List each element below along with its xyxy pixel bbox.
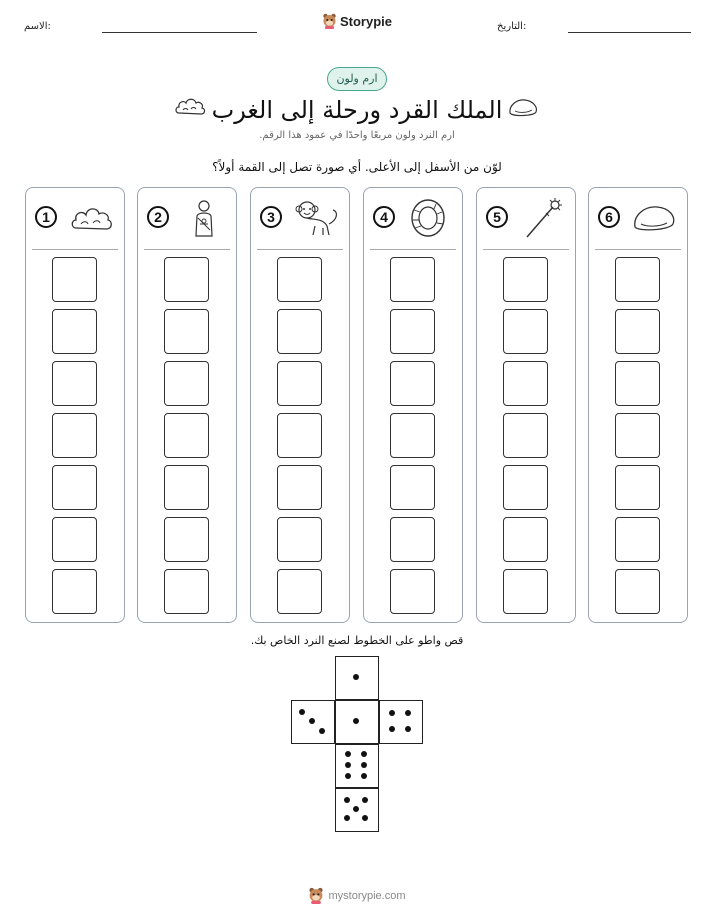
column-cell[interactable]: [615, 465, 660, 510]
column-cell[interactable]: [277, 361, 322, 406]
column-cell[interactable]: [52, 257, 97, 302]
storypie-mascot-icon: [322, 13, 337, 29]
column-5[interactable]: [476, 187, 576, 623]
page-subtitle: ارم النرد ولون مربعًا واحدًا في عمود هذا الرقم.: [259, 130, 455, 141]
column-1[interactable]: [25, 187, 125, 623]
column-cell[interactable]: [164, 361, 209, 406]
die-pip: [345, 751, 351, 757]
die-face-6: [335, 744, 379, 788]
column-number: 5: [486, 206, 508, 228]
die-pip: [344, 797, 350, 803]
die-face-1: [335, 656, 379, 700]
column-cell[interactable]: [503, 569, 548, 614]
column-cell[interactable]: [52, 413, 97, 458]
die-pip: [344, 815, 350, 821]
column-number: 4: [373, 206, 395, 228]
cloud-icon: [68, 198, 116, 238]
footer: [0, 887, 714, 908]
column-divider: [483, 249, 569, 250]
die-pip: [389, 726, 395, 732]
die-pip: [309, 718, 315, 724]
die-pip: [345, 773, 351, 779]
column-cell[interactable]: [615, 361, 660, 406]
column-cell[interactable]: [164, 517, 209, 562]
column-2[interactable]: [137, 187, 237, 623]
die-pip: [345, 762, 351, 768]
column-divider: [370, 249, 456, 250]
column-cell[interactable]: [390, 569, 435, 614]
column-cell[interactable]: [390, 309, 435, 354]
die-face-4: [379, 700, 423, 744]
column-cell[interactable]: [390, 361, 435, 406]
column-cell[interactable]: [164, 309, 209, 354]
die-pip: [389, 710, 395, 716]
column-4[interactable]: [363, 187, 463, 623]
column-number: 3: [260, 206, 282, 228]
column-cell[interactable]: [503, 257, 548, 302]
date-label: التاريخ:: [497, 21, 527, 32]
column-cell[interactable]: [503, 361, 548, 406]
column-cell[interactable]: [277, 413, 322, 458]
column-cell[interactable]: [615, 413, 660, 458]
staff-icon: [519, 198, 567, 238]
monk-icon: [180, 198, 228, 238]
column-cell[interactable]: [615, 257, 660, 302]
column-cell[interactable]: [277, 517, 322, 562]
column-cell[interactable]: [52, 517, 97, 562]
column-cell[interactable]: [277, 465, 322, 510]
die-net: [291, 656, 425, 836]
column-cell[interactable]: [52, 309, 97, 354]
column-cell[interactable]: [390, 257, 435, 302]
footer-url[interactable]: mystorypie.com: [328, 889, 406, 902]
die-face-3: [291, 700, 335, 744]
column-cell[interactable]: [615, 309, 660, 354]
column-cell[interactable]: [277, 569, 322, 614]
storypie-mascot-icon: [308, 887, 324, 904]
column-cell[interactable]: [390, 465, 435, 510]
die-pip: [362, 815, 368, 821]
die-pip: [353, 718, 359, 724]
ring-icon: [406, 198, 454, 238]
stone-icon: [631, 198, 679, 238]
column-cell[interactable]: [52, 465, 97, 510]
brand-name: Storypie: [339, 13, 392, 29]
brand-logo: [0, 13, 714, 33]
column-divider: [595, 249, 681, 250]
column-cell[interactable]: [164, 569, 209, 614]
column-cell[interactable]: [164, 413, 209, 458]
column-cell[interactable]: [503, 517, 548, 562]
die-pip: [361, 762, 367, 768]
die-pip: [361, 773, 367, 779]
name-label: الاسم:: [24, 21, 51, 32]
roll-and-color-badge: ارم ولون: [327, 67, 387, 91]
die-face-5: [335, 788, 379, 832]
column-number: 1: [35, 206, 57, 228]
column-6[interactable]: [588, 187, 688, 623]
stone-icon: [507, 96, 539, 118]
column-divider: [257, 249, 343, 250]
column-cell[interactable]: [390, 517, 435, 562]
cut-instruction: قص واطو على الخطوط لصنع النرد الخاص بك.: [250, 634, 464, 647]
column-cell[interactable]: [277, 309, 322, 354]
die-pip: [362, 797, 368, 803]
die-pip: [361, 751, 367, 757]
column-3[interactable]: [250, 187, 350, 623]
column-number: 2: [147, 206, 169, 228]
die-pip: [319, 728, 325, 734]
column-cell[interactable]: [277, 257, 322, 302]
column-cell[interactable]: [503, 309, 548, 354]
column-divider: [32, 249, 118, 250]
date-line: [568, 32, 691, 33]
column-cell[interactable]: [164, 257, 209, 302]
page-title: الملك القرد ورحلة إلى الغرب: [211, 96, 503, 124]
instruction-text: لوّن من الأسفل إلى الأعلى. أي صورة تصل إلى القمة أولاً؟: [212, 160, 502, 174]
column-cell[interactable]: [503, 465, 548, 510]
column-divider: [144, 249, 230, 250]
die-pip: [405, 710, 411, 716]
column-number: 6: [598, 206, 620, 228]
column-cell[interactable]: [503, 413, 548, 458]
column-cell[interactable]: [52, 361, 97, 406]
column-cell[interactable]: [615, 569, 660, 614]
column-cell[interactable]: [52, 569, 97, 614]
die-pip: [299, 709, 305, 715]
die-face-1: [335, 700, 379, 744]
monkey-icon: [293, 198, 341, 238]
column-cell[interactable]: [615, 517, 660, 562]
die-pip: [353, 674, 359, 680]
die-pip: [405, 726, 411, 732]
die-pip: [353, 806, 359, 812]
column-cell[interactable]: [164, 465, 209, 510]
column-cell[interactable]: [390, 413, 435, 458]
